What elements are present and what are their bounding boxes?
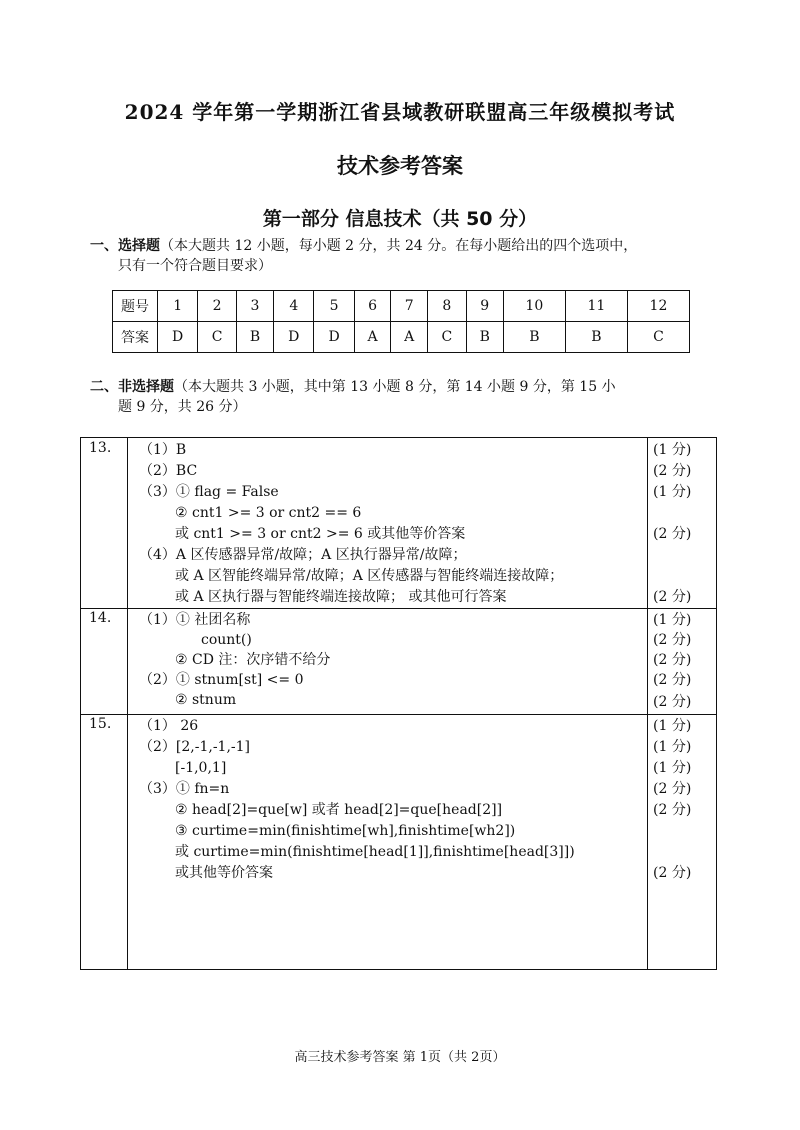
q14-line: ② CD 注：次序错不给分 bbox=[175, 652, 331, 668]
q13-score: (2 分) bbox=[653, 589, 692, 605]
q15-score: (1 分) bbox=[653, 739, 692, 755]
question-number: 3 bbox=[236, 291, 273, 322]
answer-cell: C bbox=[627, 322, 689, 353]
page-footer: 高三技术参考答案 第 1页（共 2页） bbox=[294, 1050, 506, 1065]
column-divider bbox=[647, 438, 648, 969]
q15-score: (2 分) bbox=[653, 781, 692, 797]
question-13-number: 13. bbox=[89, 440, 112, 456]
q13-line: （4）A 区传感器异常/故障；A 区执行器异常/故障； bbox=[139, 547, 467, 563]
answer-cell: D bbox=[274, 322, 314, 353]
q15-line: ③ curtime=min(finishtime[wh],finishtime[wh2]) bbox=[175, 823, 516, 839]
question-number: 11 bbox=[565, 291, 627, 322]
answer-cell: C bbox=[198, 322, 237, 353]
answer-cell: C bbox=[428, 322, 467, 353]
question-number: 12 bbox=[627, 291, 689, 322]
section2-desc2: 题 9 分，共 26 分） bbox=[118, 399, 247, 415]
q14-line: ② stnum bbox=[175, 692, 237, 708]
question-number: 6 bbox=[354, 291, 391, 322]
q15-line: （2）[2,-1,-1,-1] bbox=[139, 739, 251, 755]
answer-table bbox=[112, 290, 690, 353]
answer-cell: B bbox=[466, 322, 503, 353]
q15-line: 或 curtime=min(finishtime[head[1]],finishtime[head[3]]) bbox=[175, 844, 575, 860]
q15-score: (2 分) bbox=[653, 802, 692, 818]
question-number: 4 bbox=[274, 291, 314, 322]
q14-line: count() bbox=[201, 632, 252, 648]
q15-score: (2 分) bbox=[653, 865, 692, 881]
q14-score: (2 分) bbox=[653, 632, 692, 648]
q14-score: (2 分) bbox=[653, 672, 692, 688]
section2-desc: （本大题共 3 小题，其中第 13 小题 8 分，第 14 小题 9 分，第 15 小 bbox=[174, 379, 616, 395]
q14-line: （1）① 社团名称 bbox=[139, 612, 251, 628]
q15-line: [-1,0,1] bbox=[175, 760, 227, 776]
q13-line: ② cnt1 >= 3 or cnt2 == 6 bbox=[175, 505, 362, 521]
question-number: 1 bbox=[158, 291, 198, 322]
question-number: 8 bbox=[428, 291, 467, 322]
answer-cell: D bbox=[158, 322, 198, 353]
answer-box bbox=[80, 437, 717, 970]
q14-score: (2 分) bbox=[653, 694, 692, 710]
q13-line: 或 cnt1 >= 3 or cnt2 >= 6 或其他等价答案 bbox=[175, 526, 466, 542]
q13-line: （1）B bbox=[139, 442, 187, 458]
question-14-number: 14. bbox=[89, 610, 112, 626]
q15-line: （3）① fn=n bbox=[139, 781, 230, 797]
q15-line: ② head[2]=que[w] 或者 head[2]=que[head[2]] bbox=[175, 802, 503, 818]
answer-cell: A bbox=[391, 322, 428, 353]
answer-cell: A bbox=[354, 322, 391, 353]
question-number: 2 bbox=[198, 291, 237, 322]
row-divider bbox=[81, 714, 716, 715]
answer-row bbox=[113, 322, 690, 353]
q14-score: (1 分) bbox=[653, 612, 692, 628]
q13-line: （2）BC bbox=[139, 463, 198, 479]
q13-line: 或 A 区智能终端异常/故障；A 区传感器与智能终端连接故障； bbox=[175, 568, 564, 584]
section1-desc2: 只有一个符合题目要求） bbox=[118, 258, 272, 274]
question-number: 9 bbox=[466, 291, 503, 322]
answer-cell: B bbox=[503, 322, 565, 353]
section1-desc: （本大题共 12 小题，每小题 2 分，共 24 分。在每小题给出的四个选项中， bbox=[160, 238, 638, 254]
section1-label: 一、选择题 bbox=[90, 238, 160, 254]
question-15-number: 15. bbox=[89, 716, 112, 732]
q15-line: （1） 26 bbox=[139, 718, 199, 734]
answer-cell: B bbox=[565, 322, 627, 353]
row-label-answer: 答案 bbox=[113, 322, 158, 353]
section1-heading bbox=[90, 236, 710, 276]
question-number: 7 bbox=[391, 291, 428, 322]
section2-label: 二、非选择题 bbox=[90, 379, 174, 395]
q13-line: （3）① flag = False bbox=[139, 484, 279, 500]
document-title: 2024 学年第一学期浙江省县域教研联盟高三年级模拟考试 bbox=[124, 100, 676, 124]
row-divider bbox=[81, 608, 716, 609]
q15-score: (1 分) bbox=[653, 718, 692, 734]
document-subtitle: 技术参考答案 bbox=[337, 154, 463, 178]
q13-score: (2 分) bbox=[653, 463, 692, 479]
row-label-question: 题号 bbox=[113, 291, 158, 322]
q15-line: 或其他等价答案 bbox=[175, 865, 273, 881]
question-number: 10 bbox=[503, 291, 565, 322]
q15-score: (1 分) bbox=[653, 760, 692, 776]
section2-heading bbox=[90, 377, 710, 417]
answer-cell: D bbox=[314, 322, 354, 353]
question-number-row bbox=[113, 291, 690, 322]
question-number: 5 bbox=[314, 291, 354, 322]
part-heading: 第一部分 信息技术（共 50 分） bbox=[262, 208, 538, 230]
q13-line: 或 A 区执行器与智能终端连接故障； 或其他可行答案 bbox=[175, 589, 507, 605]
q13-score: (1 分) bbox=[653, 442, 692, 458]
q14-line: （2）① stnum[st] <= 0 bbox=[139, 672, 304, 688]
column-divider bbox=[127, 438, 128, 969]
q13-score: (2 分) bbox=[653, 526, 692, 542]
answer-cell: B bbox=[236, 322, 273, 353]
q14-score: (2 分) bbox=[653, 652, 692, 668]
q13-score: (1 分) bbox=[653, 484, 692, 500]
